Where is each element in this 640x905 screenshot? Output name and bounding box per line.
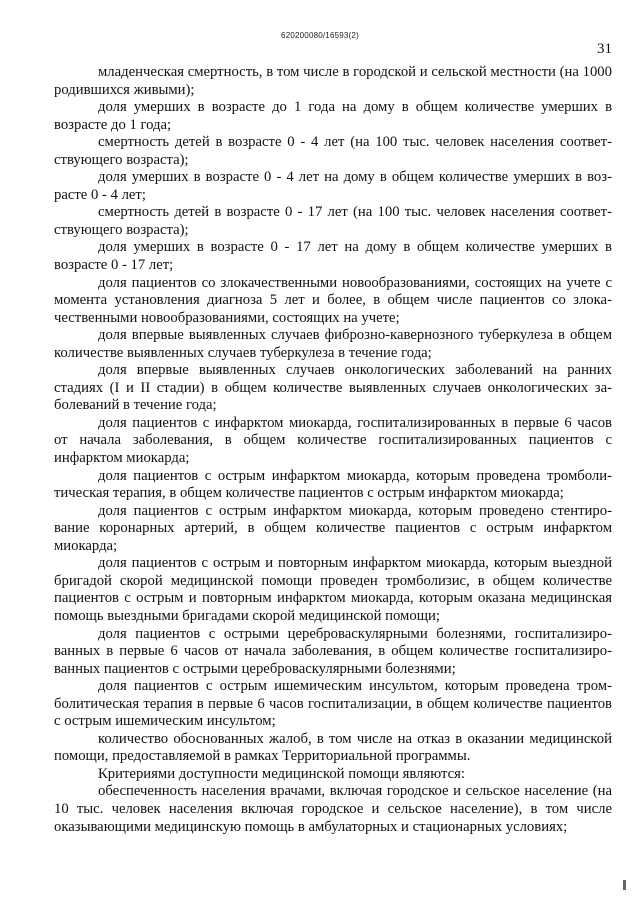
paragraph: смертность детей в возрасте 0 - 17 лет (на 100 тыс. человек населения соответствующего возраста); — [54, 204, 612, 238]
document-body — [54, 64, 612, 836]
page-number: 31 — [597, 41, 612, 57]
paragraph: младенческая смертность, в том числе в городской и сельской местности (на 1000 родившихся живыми); — [54, 64, 612, 98]
paragraph: доля впервые выявленных случаев фиброзно-кавернозного туберкулеза в общем количестве выявленных случаев туберкулеза в течение года; — [54, 327, 612, 361]
paragraph: доля впервые выявленных случаев онкологических заболеваний на ранних стадиях (I и II стадии) в общем количестве выявленных случаев онкологических заболеваний в течение года; — [54, 362, 612, 414]
paragraph: доля умерших в возрасте до 1 года на дому в общем количестве умерших в возрасте до 1 года; — [54, 99, 612, 133]
paragraph: доля умерших в возрасте 0 - 17 лет на дому в общем количестве умерших в возрасте 0 - 17 лет; — [54, 239, 612, 274]
paragraph: Критериями доступности медицинской помощи являются: — [98, 765, 465, 782]
paragraph: доля пациентов с острым инфарктом миокарда, которым проведена тромболитическая терапия, в общем количестве пациентов с острым инфарктом миокарда; — [54, 467, 612, 502]
paragraph: доля пациентов со злокачественными новообразованиями, состоящих на учете с момента установления диагноза 5 лет и более, в общем числе пациентов со злокачественными новообразованиями, состоящих на учете; — [54, 274, 612, 326]
paragraph: доля умерших в возрасте 0 - 4 лет на дому в общем количестве умерших в возрасте 0 - 4 лет; — [54, 169, 612, 203]
paragraph: доля пациентов с острым и повторным инфарктом миокарда, которым выездной бригадой скорой медицинской помощи проведен тромболизис, в общем количестве пациентов с острым и повторным инфарктом миокарда, которым оказана медицинская помощь выездными бригадами скорой медицинской помощи; — [54, 555, 612, 624]
paragraph: смертность детей в возрасте 0 - 4 лет (на 100 тыс. человек населения соответствующего возраста); — [54, 134, 612, 168]
document-id: 620200080/16593(2) — [281, 31, 359, 40]
paragraph: доля пациентов с острым инфарктом миокарда, которым проведено стентирование коронарных артерий, в общем количестве пациентов с острым инфарктом миокарда; — [54, 502, 612, 554]
paragraph: доля пациентов с инфарктом миокарда, госпитализированных в первые 6 часов от начала заболевания, в общем количестве госпитализированных пациентов с инфарктом миокарда; — [54, 414, 612, 467]
paragraph: доля пациентов с острым ишемическим инсультом, которым проведена тромболитическая терапия в первые 6 часов госпитализации, в общем количестве пациентов с острым ишемическим инсультом; — [54, 678, 612, 730]
paragraph: доля пациентов с острыми цереброваскулярными болезнями, госпитализированных в первые 6 часов от начала заболевания, в общем количестве госпитализированных пациентов с острыми цереброваскулярными болезнями; — [54, 625, 612, 677]
paragraph: обеспеченность населения врачами, включая городское и сельское население (на 10 тыс. человек населения включая городское и сельское население), в том числе оказывающими медицинскую помощь в амбулаторных и стационарных условиях; — [54, 783, 612, 835]
scan-edge-mark — [623, 880, 626, 890]
paragraph: количество обоснованных жалоб, в том числе на отказ в оказании медицинской помощи, предоставляемой в рамках Территориальной программы. — [54, 730, 612, 765]
